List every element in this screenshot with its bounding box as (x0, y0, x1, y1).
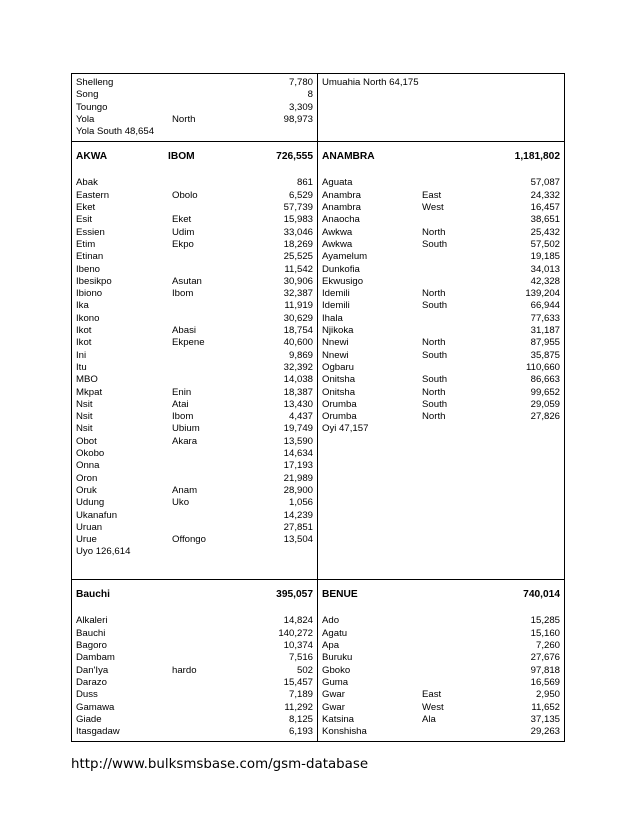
lga-population: 14,239 (283, 509, 313, 521)
lga-population: 31,187 (530, 325, 560, 337)
lga-name-part: South (422, 374, 448, 386)
lga-population: 11,919 (284, 300, 313, 312)
lga-name-part: Ubium (172, 423, 200, 435)
state-name: Bauchi (76, 589, 110, 601)
lga-name-part: South (422, 398, 448, 410)
lga-row (322, 640, 560, 652)
lga-population: 140,272 (278, 627, 313, 639)
lga-name: Dan'Iya (76, 664, 109, 676)
lga-population: 13,504 (283, 534, 313, 546)
lga-name-part: Offongo (172, 534, 206, 546)
lga-name: Anambra (322, 202, 361, 214)
lga-population: 27,826 (530, 411, 560, 423)
lga-population: 27,676 (530, 652, 560, 664)
lga-name-part: North (422, 337, 446, 349)
lga-population: 14,824 (283, 615, 313, 627)
lga-row (76, 448, 313, 460)
lga-name: MBO (76, 374, 98, 386)
lga-row (76, 640, 313, 652)
lga-row (76, 374, 313, 386)
lga-row (322, 251, 560, 263)
lga-name-part: Ekpo (172, 238, 194, 250)
lga-name: Giade (76, 713, 102, 725)
lga-row (76, 313, 313, 325)
lga-name: Konshisha (322, 726, 367, 738)
cell-list (318, 74, 564, 92)
lga-name: Ado (322, 615, 340, 627)
lga-population: 32,387 (283, 288, 313, 300)
lga-population: 19,185 (530, 251, 560, 263)
lga-row (76, 214, 313, 226)
lga-name: Awkwa (322, 238, 353, 250)
lga-row (322, 288, 560, 300)
lga-population: 17,193 (283, 460, 313, 472)
lga-population: 16,569 (530, 676, 560, 688)
lga-name: Uruan (76, 521, 103, 533)
lga-name-part: East (422, 189, 442, 201)
lga-name: Song (76, 89, 99, 101)
lga-row (322, 399, 560, 411)
lga-population: 24,332 (530, 189, 560, 201)
lga-row (76, 534, 313, 546)
lga-population: 7,189 (288, 689, 313, 701)
lga-name-part: Obolo (172, 189, 198, 201)
lga-name-part: Udim (172, 226, 195, 238)
lga-name: Ekwusigo (322, 275, 364, 287)
lga-row (76, 89, 313, 101)
lga-row (76, 251, 313, 263)
lga-population: 3,309 (288, 101, 313, 113)
lga-name: Itu (76, 361, 87, 373)
lga-row (322, 411, 560, 423)
lga-row (322, 190, 560, 202)
lga-name: Ikot (76, 337, 92, 349)
lga-population: 8 (307, 89, 313, 101)
lga-row (76, 264, 313, 276)
footer-url: http://www.bulksmsbase.com/gsm-database (71, 757, 369, 772)
lga-row (322, 362, 560, 374)
lga-name-part: South (422, 349, 448, 361)
lga-row (76, 350, 313, 362)
lga-population: 32,392 (283, 361, 313, 373)
lga-row (76, 239, 313, 251)
lga-population: 13,590 (283, 435, 313, 447)
lga-row (76, 714, 313, 726)
lga-row (322, 726, 560, 738)
state-header-akwa-ibom (76, 150, 313, 164)
lga-population: 14,634 (283, 448, 313, 460)
lga-name: Umuahia North 64,175 (322, 77, 419, 88)
lga-name: Shelleng (76, 77, 114, 88)
lga-population: 25,525 (283, 251, 313, 263)
lga-population: 77,633 (530, 312, 560, 324)
lga-name-part: West (422, 701, 444, 713)
lga-name: Darazo (76, 676, 107, 688)
lga-row (76, 485, 313, 497)
lga-population: 66,944 (530, 300, 560, 312)
lga-population: 18,754 (283, 325, 313, 337)
lga-name: Eket (76, 202, 96, 214)
lga-population: 6,529 (288, 189, 313, 201)
lga-name: Alkaleri (76, 615, 108, 627)
lga-name: Bauchi (76, 627, 106, 639)
lga-name-part: Anam (172, 484, 198, 496)
state-header-bauchi (76, 588, 313, 602)
lga-row (76, 473, 313, 485)
lga-name-part: North (422, 386, 446, 398)
table-row (72, 142, 565, 580)
lga-row (322, 202, 560, 214)
lga-row (76, 77, 313, 89)
state-header-benue (322, 588, 560, 602)
lga-population-table (71, 73, 565, 742)
lga-name-part: West (422, 202, 444, 214)
lga-row (322, 264, 560, 276)
lga-row (76, 497, 313, 509)
table-cell-left (72, 142, 318, 580)
lga-list (76, 615, 313, 738)
cell-list (72, 74, 317, 141)
table-row (72, 74, 565, 142)
lga-name: Katsina (322, 713, 354, 725)
lga-population: 7,260 (535, 640, 560, 652)
lga-population: 15,160 (530, 627, 560, 639)
lga-name-part: East (422, 689, 442, 701)
lga-row (76, 615, 313, 627)
lga-row (76, 177, 313, 189)
lga-name-part: Ala (422, 713, 436, 725)
lga-row (76, 114, 313, 126)
lga-population: 861 (296, 177, 313, 189)
state-total: 726,555 (276, 151, 313, 163)
lga-population: 2,950 (535, 689, 560, 701)
lga-name: Gboko (322, 664, 351, 676)
lga-list (76, 177, 313, 558)
lga-population: 15,457 (283, 676, 313, 688)
lga-row (322, 300, 560, 312)
state-total: 395,057 (276, 589, 313, 601)
lga-population: 13,430 (283, 398, 313, 410)
lga-population: 10,374 (283, 640, 313, 652)
lga-name: Ihala (322, 312, 343, 324)
lga-name: Nnewi (322, 337, 349, 349)
lga-name: Essien (76, 226, 105, 238)
lga-name: Nnewi (322, 349, 349, 361)
lga-population: 110,660 (526, 361, 560, 373)
lga-population: 8,125 (288, 713, 313, 725)
lga-row (322, 337, 560, 349)
lga-name: Ika (76, 300, 89, 312)
lga-row (76, 652, 313, 664)
lga-name: Onitsha (322, 386, 356, 398)
lga-population: 7,516 (288, 652, 313, 664)
lga-name: Apa (322, 640, 340, 652)
lga-population: 40,600 (283, 337, 313, 349)
table-cell-right (318, 74, 565, 142)
lga-name: Nsit (76, 423, 93, 435)
lga-row (76, 399, 313, 411)
lga-population: 15,285 (530, 615, 560, 627)
lga-row (322, 714, 560, 726)
lga-population: 30,906 (283, 275, 313, 287)
table-cell-left (72, 580, 318, 742)
lga-population: 19,749 (283, 423, 313, 435)
lga-row (322, 313, 560, 325)
lga-name-part: North (172, 113, 196, 125)
lga-population: 16,457 (530, 202, 560, 214)
lga-name: Nsit (76, 398, 93, 410)
lga-population: 6,193 (288, 726, 313, 738)
lga-population: 502 (296, 664, 313, 676)
lga-population: 98,973 (283, 113, 313, 125)
state-total: 1,181,802 (514, 151, 560, 163)
lga-population: 18,387 (283, 386, 313, 398)
lga-name: Itasgadaw (76, 726, 120, 738)
lga-row (76, 288, 313, 300)
state-name: ANAMBRA (322, 151, 375, 163)
lga-population: 25,432 (530, 226, 560, 238)
lga-population: 4,437 (288, 411, 313, 423)
lga-row (76, 522, 313, 534)
lga-name: Oruk (76, 484, 97, 496)
lga-population: 29,263 (530, 726, 560, 738)
lga-name: Anaocha (322, 214, 360, 226)
lga-row (76, 436, 313, 448)
lga-name: Obot (76, 435, 97, 447)
lga-population: 29,059 (530, 398, 560, 410)
lga-name: Ukanafun (76, 509, 118, 521)
lga-population: 38,651 (530, 214, 560, 226)
lga-name-part: Ibom (172, 288, 194, 300)
lga-population: 34,013 (530, 263, 560, 275)
lga-row (322, 325, 560, 337)
lga-population: 28,900 (283, 484, 313, 496)
lga-row (322, 615, 560, 627)
lga-population: 27,851 (283, 521, 313, 533)
lga-row (76, 387, 313, 399)
lga-row (76, 510, 313, 522)
lga-name-part: South (422, 300, 448, 312)
lga-name-part: Eket (172, 214, 192, 226)
lga-name: Buruku (322, 652, 353, 664)
state-name: AKWA (76, 151, 108, 163)
lga-name: Oyi 47,157 (322, 423, 369, 435)
lga-population: 57,087 (530, 177, 560, 189)
lga-row (322, 387, 560, 399)
lga-population: 37,135 (530, 713, 560, 725)
lga-name: Urue (76, 534, 97, 546)
table-cell-right (318, 580, 565, 742)
lga-population: 15,983 (283, 214, 313, 226)
lga-row (322, 652, 560, 664)
lga-name-part: North (422, 411, 446, 423)
lga-name: Agatu (322, 627, 348, 639)
lga-name: Idemili (322, 300, 350, 312)
lga-name: Gwar (322, 689, 345, 701)
lga-row (76, 689, 313, 701)
lga-row (322, 628, 560, 640)
lga-row (76, 423, 313, 435)
lga-name: Ayamelum (322, 251, 368, 263)
lga-name: Ibesikpo (76, 275, 112, 287)
lga-name: Anambra (322, 189, 361, 201)
lga-name: Dambam (76, 652, 115, 664)
lga-row (76, 300, 313, 312)
lga-population: 86,663 (530, 374, 560, 386)
lga-name-part: Ekpene (172, 337, 205, 349)
lga-name-part: Enin (172, 386, 192, 398)
lga-name-part: Asutan (172, 275, 202, 287)
lga-population: 14,038 (283, 374, 313, 386)
lga-name: Eastern (76, 189, 110, 201)
lga-row (322, 374, 560, 386)
lga-name: Etim (76, 238, 96, 250)
lga-name: Mkpat (76, 386, 103, 398)
lga-name-part: Akara (172, 435, 198, 447)
lga-row (322, 77, 560, 89)
lga-row (76, 325, 313, 337)
lga-name: Okobo (76, 448, 105, 460)
lga-name-part: hardo (172, 664, 197, 676)
lga-name-part: North (422, 288, 446, 300)
lga-row (76, 337, 313, 349)
lga-name: Yola (76, 113, 95, 125)
lga-row (76, 411, 313, 423)
lga-name-part: North (422, 226, 446, 238)
lga-row (76, 227, 313, 239)
lga-name: Abak (76, 177, 98, 189)
lga-name-part: Abasi (172, 325, 196, 337)
lga-row (76, 126, 313, 138)
lga-name: Aguata (322, 177, 353, 189)
lga-population: 42,328 (530, 275, 560, 287)
lga-name: Toungo (76, 101, 108, 113)
lga-name: Guma (322, 676, 349, 688)
lga-name: Ogbaru (322, 361, 354, 373)
lga-name: Oron (76, 472, 98, 484)
lga-name: Ibeno (76, 263, 101, 275)
table-row (72, 580, 565, 742)
lga-name: Etinan (76, 251, 104, 263)
lga-population: 97,818 (530, 664, 560, 676)
lga-population: 99,652 (530, 386, 560, 398)
lga-row (76, 726, 313, 738)
lga-name-part: Uko (172, 497, 190, 509)
lga-row (322, 423, 560, 435)
lga-population: 11,292 (284, 701, 313, 713)
lga-population: 7,780 (288, 77, 313, 88)
lga-name: Orumba (322, 398, 357, 410)
lga-name: Gwar (322, 701, 345, 713)
lga-name: Ikono (76, 312, 100, 324)
lga-name: Duss (76, 689, 98, 701)
lga-population: 18,269 (283, 238, 313, 250)
lga-name: Orumba (322, 411, 357, 423)
lga-population: 33,046 (283, 226, 313, 238)
lga-population: 30,629 (283, 312, 313, 324)
lga-name-part: Atai (172, 398, 189, 410)
lga-row (322, 239, 560, 251)
lga-name: Onitsha (322, 374, 356, 386)
lga-name: Gamawa (76, 701, 115, 713)
lga-population: 21,989 (283, 472, 313, 484)
lga-row (76, 702, 313, 714)
lga-name: Njikoka (322, 325, 354, 337)
lga-row (76, 102, 313, 114)
table-cell-right (318, 142, 565, 580)
lga-population: 11,542 (284, 263, 313, 275)
lga-population: 35,875 (530, 349, 560, 361)
lga-name: Ikot (76, 325, 92, 337)
lga-population: 11,652 (531, 701, 560, 713)
lga-row (322, 214, 560, 226)
lga-name: Awkwa (322, 226, 353, 238)
lga-population: 139,204 (525, 288, 560, 300)
lga-row (322, 677, 560, 689)
lga-list (322, 615, 560, 738)
lga-name: Yola South 48,654 (76, 126, 155, 138)
lga-row (76, 202, 313, 214)
lga-row (76, 546, 313, 558)
lga-row (322, 350, 560, 362)
lga-name: Nsit (76, 411, 93, 423)
lga-name: Bagoro (76, 640, 107, 652)
lga-population: 87,955 (530, 337, 560, 349)
lga-row (322, 665, 560, 677)
lga-row (322, 177, 560, 189)
state-total: 740,014 (523, 589, 560, 601)
lga-row (76, 628, 313, 640)
lga-row (322, 702, 560, 714)
lga-name: Onna (76, 460, 100, 472)
state-name-part: IBOM (168, 151, 195, 163)
lga-population: 9,869 (288, 349, 313, 361)
lga-row (76, 276, 313, 288)
lga-population: 57,502 (530, 238, 560, 250)
lga-row (322, 227, 560, 239)
lga-name-part: South (422, 238, 448, 250)
state-header-anambra (322, 150, 560, 164)
lga-row (76, 190, 313, 202)
lga-name: Ibiono (76, 288, 103, 300)
table-cell-left (72, 74, 318, 142)
lga-row (76, 460, 313, 472)
lga-population: 1,056 (288, 497, 313, 509)
lga-row (76, 677, 313, 689)
lga-name: Udung (76, 497, 105, 509)
lga-list (322, 177, 560, 435)
lga-row (76, 665, 313, 677)
lga-population: 57,739 (283, 202, 313, 214)
lga-name: Dunkofia (322, 263, 360, 275)
lga-name: Ini (76, 349, 87, 361)
lga-row (76, 362, 313, 374)
lga-name: Uyo 126,614 (76, 546, 131, 558)
lga-name: Esit (76, 214, 92, 226)
lga-name-part: Ibom (172, 411, 194, 423)
lga-name: Idemili (322, 288, 350, 300)
lga-row (322, 689, 560, 701)
state-name: BENUE (322, 589, 358, 601)
lga-row (322, 276, 560, 288)
